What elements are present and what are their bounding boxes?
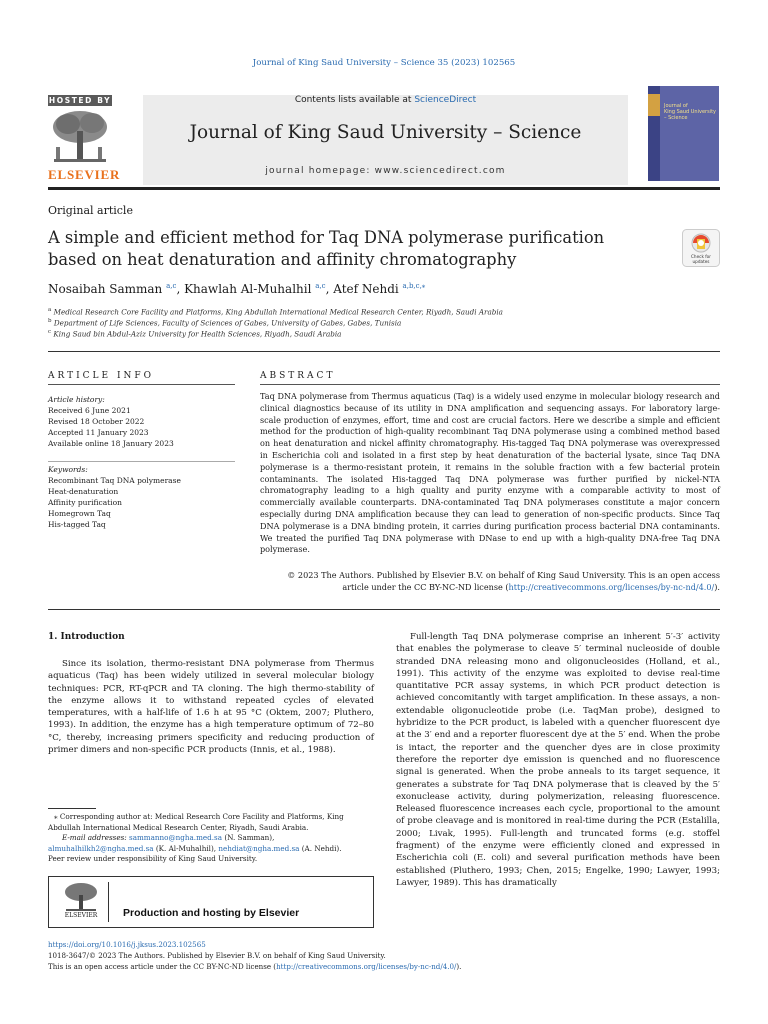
intro-paragraph-right: Full-length Taq DNA polymerase comprise an inherent 5′-3′ activity that enables the polymerase to cleave 5′ terminal nucleoside of double stranded DNA releasing mono and oligonucleosides (Holland, et al., 1991). This activity of the enzyme was exploited to devise real-time quantitative PCR assay systems, in which PCR product detection is achieved concomitantly with target amplification. In these assays, a non-extendable oligonucleotide probe (i.e. TaqMan probe), designed to hybridize to the PCR product, is labeled with a quencher fluorescent dye at the 3′ end and a reporter fluorescent dye at the 5′ end. When the probe is intact, the reporter and the quencher dyes are in close proximity therefore the reporter dye emission is quenched and no fluorescence signal is generated. When the probe anneals to its target sequence, it generates a substrate for Taq DNA polymerase that is cleaved by the 5′ exonuclease activity, during polymerization, releasing fluorescence. Released fluorescence increases each cycle, proportional to the amount of probe cleavage and is monitored in real-time during the PCR (Estalilla, 2000; Livak, 1995). Full-length and truncated forms (e.g. stoffel fragment) of the enzyme were efficiently cloned and expressed in Escherichia coli (E. coli) and several purification methods have been established (Pluthero, 1993; Chen, 2015; Engelke, 1990; Lawyer, 1993; Lawyer, 1989). This has dramatically	[396, 632, 720, 888]
sciencedirect-link[interactable]: ScienceDirect	[414, 95, 477, 105]
elsevier-wordmark: ELSEVIER	[48, 167, 121, 182]
contents-prefix: Contents lists available at	[294, 95, 415, 105]
keyword: Recombinant Taq DNA polymerase	[48, 476, 181, 485]
bottom-notes	[48, 940, 728, 972]
email-line	[48, 833, 374, 854]
article-title: A simple and efficient method for Taq DNA polymerase purification based on heat denaturation and affinity chromatography	[48, 228, 605, 269]
affiliation-text: Department of Life Sciences, Faculty of Sciences of Gabes, University of Gabes, Gabes, Tunisia	[53, 318, 402, 328]
history-item: Available online 18 January 2023	[48, 439, 174, 448]
keyword: His-tagged Taq	[48, 520, 106, 529]
email-owner: (N. Samman),	[222, 833, 275, 843]
elsevier-wordmark: ELSEVIER	[64, 912, 98, 919]
abstract-text: Taq DNA polymerase from Thermus aquaticus (Taq) is a widely used enzyme in molecular biology research and clinical diagnostics because of its utility in DNA amplification and sequencing assays. For laboratory large-scale production of enzymes, effort, time and cost are crucial factors. Here we describe a simple and efficient method for the production of high-quality recombinant Taq DNA polymerase using a combined method based on heat denaturation and nickel affinity chromatography. His-tagged Taq DNA polymerase was overexpressed in Escherichia coli and isolated in a first step by heat denaturation of the bacterial lysate, since Taq DNA polymerase is a thermo-resistant protein, it remains in the soluble fraction with a few bacterial protein contaminants. The isolated His-tagged Taq DNA polymerase was further purified by nickel-NTA chromatography leading to a high quality and purity enzyme with a comparable activity to most of commercially available counterparts. DNA-contaminated Taq DNA polymerases constitute a major concern especially during DNA amplification because they can lead to generation of non-specific products. Since Taq DNA polymerase is a DNA binding protein, it carries during purification process bacterial DNA contaminants. We treated the purified Taq DNA polymerase with DNase to end up with a high-quality DNA-free Taq DNA polymerase.	[260, 391, 720, 555]
keywords-label: Keywords:	[48, 465, 88, 474]
author-affiliation-sup[interactable]: a,c	[315, 282, 326, 290]
abstract-rule	[260, 384, 720, 385]
production-hosting-text: Production and hosting by Elsevier	[123, 907, 300, 919]
journal-citation-link[interactable]: Journal of King Saud University – Science 35 (2023) 102565	[252, 58, 516, 68]
email-link[interactable]: nehdiat@ngha.med.sa	[218, 843, 300, 853]
author-name[interactable]: Atef Nehdi	[333, 282, 399, 296]
keyword: Affinity purification	[48, 498, 122, 507]
email-link[interactable]: almuhalhilkh2@ngha.med.sa	[48, 843, 154, 853]
oa-prefix: This is an open access article under the CC BY-NC-ND license (	[48, 961, 277, 971]
author-name[interactable]: Nosaibah Samman	[48, 282, 163, 296]
section-rule	[48, 351, 720, 352]
intro-paragraph-left: Since its isolation, thermo-resistant DNA polymerase from Thermus aquaticus (Taq) has been widely utilized in several molecular biology techniques: PCR, RT-qPCR and TA cloning. The high thermo-stability of the enzyme allows it to withstand repeated cycles of elevated temperatures, with a half-life of 1.6 h at 95 °C (Oktem, 2007; Pluthero, 1993). In addition, the enzyme has a high temperature optimum of 72–80 °C, thereby, increasing primers specificity and reducing production of primer dimers and non-specific PCR products (Innis, et al., 1988).	[48, 659, 374, 756]
author-list: Nosaibah Samman $^{a,c}$, Khawlah Al-Muhalhil $^{a,c}$, Atef Nehdi $^{a,b,c,⁎}$	[48, 282, 426, 296]
author-affiliation-sup[interactable]: a,b,c,⁎	[402, 282, 426, 290]
abstract-copyright	[260, 570, 720, 594]
history-item: Accepted 11 January 2023	[48, 428, 149, 437]
abstract-heading: ABSTRACT	[260, 371, 336, 381]
article-type: Original article	[48, 204, 133, 217]
contents-line	[143, 95, 628, 105]
issn-line: 1018-3647/© 2023 The Authors. Published by Elsevier B.V. on behalf of King Saud University.	[48, 950, 386, 960]
affiliation-sup: b	[48, 318, 52, 324]
keyword: Homegrown Taq	[48, 509, 111, 518]
author-name[interactable]: Khawlah Al-Muhalhil	[184, 282, 312, 296]
license-link[interactable]: http://creativecommons.org/licenses/by-nc-nd/4.0/	[276, 961, 457, 971]
email-owner: (A. Nehdi).	[299, 843, 342, 853]
svg-text:Check for: Check for	[691, 254, 711, 259]
email-link[interactable]: sammanno@ngha.med.sa	[129, 833, 223, 843]
footnote-rule	[48, 808, 96, 809]
journal-homepage[interactable]: journal homepage: www.sciencedirect.com	[265, 166, 506, 176]
article-info-heading: ARTICLE INFO	[48, 371, 155, 381]
email-label: E-mail addresses:	[62, 833, 129, 843]
corresponding-author-note: ⁎ Corresponding author at: Medical Research Core Facility and Platforms, King Abdullah International Medical Research Center, Riyadh, Saudi Arabia.	[48, 812, 344, 832]
journal-title: Journal of King Saud University – Science	[189, 122, 582, 143]
oa-suffix: ).	[456, 961, 462, 971]
affiliation-text: Medical Research Core Facility and Platforms, King Abdullah International Medical Research Center, Riyadh, Saudi Arabia	[53, 307, 503, 317]
author-affiliation-sup[interactable]: a,c	[166, 282, 177, 290]
affiliation-sup: c	[48, 329, 52, 335]
production-divider	[108, 882, 109, 922]
history-item: Received 6 June 2021	[48, 406, 131, 415]
peer-review-note: Peer review under responsibility of King Saud University.	[48, 854, 258, 864]
affiliation-sup: a	[48, 307, 52, 313]
history-item: Revised 18 October 2022	[48, 417, 145, 426]
license-link[interactable]: http://creativecommons.org/licenses/by-nc-nd/4.0/	[508, 581, 715, 592]
affiliation-text: King Saud bin Abdul-Aziz University for Health Sciences, Riyadh, Saudi Arabia	[53, 329, 342, 339]
affiliation	[48, 318, 401, 327]
section-rule	[48, 609, 720, 610]
introduction-heading: 1. Introduction	[48, 632, 125, 642]
copyright-line: © 2023 The Authors. Published by Elsevier B.V. on behalf of King Saud University. This is an open access	[287, 570, 720, 580]
svg-text:updates: updates	[692, 259, 710, 264]
footnote	[48, 812, 374, 865]
affiliation	[48, 329, 341, 338]
copyright-line: article under the CC BY-NC-ND license (	[342, 581, 509, 592]
affiliation	[48, 307, 503, 316]
check-for-updates-icon[interactable]	[682, 229, 720, 267]
elsevier-tree-logo	[48, 107, 112, 167]
keywords-rule	[48, 461, 235, 462]
keyword: Heat-denaturation	[48, 487, 119, 496]
copyright-line: ).	[714, 581, 720, 592]
journal-cover-thumbnail[interactable]: Journal of King Saud University – Science	[648, 86, 719, 181]
article-info-rule	[48, 384, 235, 385]
history-label: Article history:	[48, 395, 105, 404]
header-rule	[48, 187, 720, 190]
open-access-line	[48, 962, 728, 973]
hosted-by-label: HOSTED BY	[48, 96, 112, 105]
email-owner: (K. Al-Muhalhil),	[153, 843, 219, 853]
doi-link[interactable]: https://doi.org/10.1016/j.jksus.2023.102565	[48, 940, 206, 949]
